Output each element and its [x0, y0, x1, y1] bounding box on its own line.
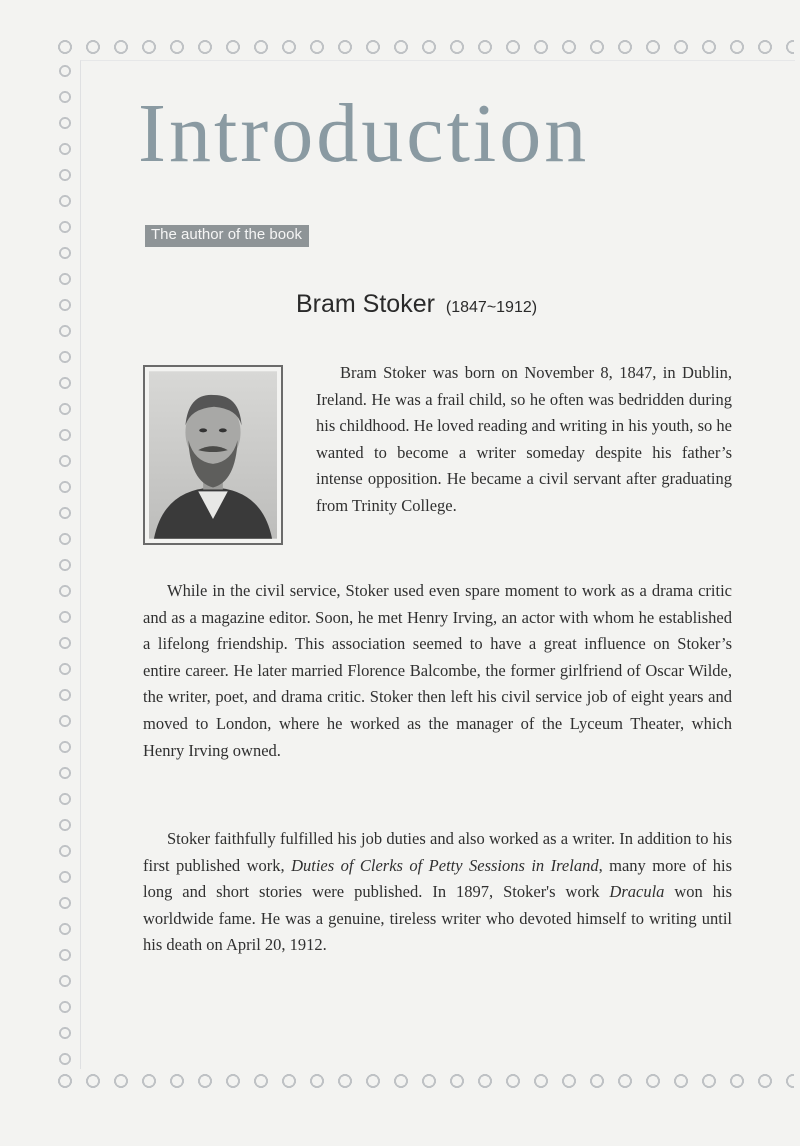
paragraph-works — [143, 826, 732, 959]
paragraph-birth: Bram Stoker was born on November 8, 1847, in Dublin, Ireland. He was a frail child, so he often was bedridden during his childhood. He loved reading and writing in his youth, so he wanted to become a writer someday despite his father’s intense opposition. He became a civil servant after graduating from Trinity College. — [316, 363, 732, 515]
page-title: Introduction — [138, 87, 590, 180]
section-tag: The author of the book — [145, 225, 309, 247]
ornamental-border-left — [54, 60, 76, 1068]
author-years: (1847~1912) — [445, 299, 538, 316]
works-text-b: , many more of his long and short stories were published. In 1897, Stoker's work — [143, 855, 733, 902]
author-heading — [296, 290, 537, 319]
author-name: Bram Stoker — [296, 290, 435, 318]
work-title-duties: Duties of Clerks of Petty Sessions in Ireland — [291, 855, 599, 875]
author-portrait — [143, 365, 283, 545]
ornamental-border-top — [54, 36, 794, 58]
works-text-a: Stoker faithfully fulfilled his job duties and also worked as a writer. In addition to his first published work, — [143, 829, 732, 875]
author-portrait-photo-icon — [149, 371, 277, 539]
works-text-c: won his worldwide fame. He was a genuine, tireless writer who devoted himself to writing until his death on April 20, 1912. — [143, 882, 732, 955]
ornamental-border-bottom — [54, 1070, 794, 1092]
paragraph-career: While in the civil service, Stoker used even spare moment to work as a drama critic and as a magazine editor. Soon, he met Henry Irving, an actor with whom he established a lifelong friendship. This association seemed to have a great influence on Stoker’s entire career. He later married Florence Balcombe, the former girlfriend of Oscar Wilde, the writer, poet, and drama critic. Stoker then left his civil service job of eight years and moved to London, where he worked as the manager of the Lyceum Theater, which Henry Irving owned. — [143, 581, 732, 760]
work-title-dracula: Dracula — [609, 882, 665, 902]
